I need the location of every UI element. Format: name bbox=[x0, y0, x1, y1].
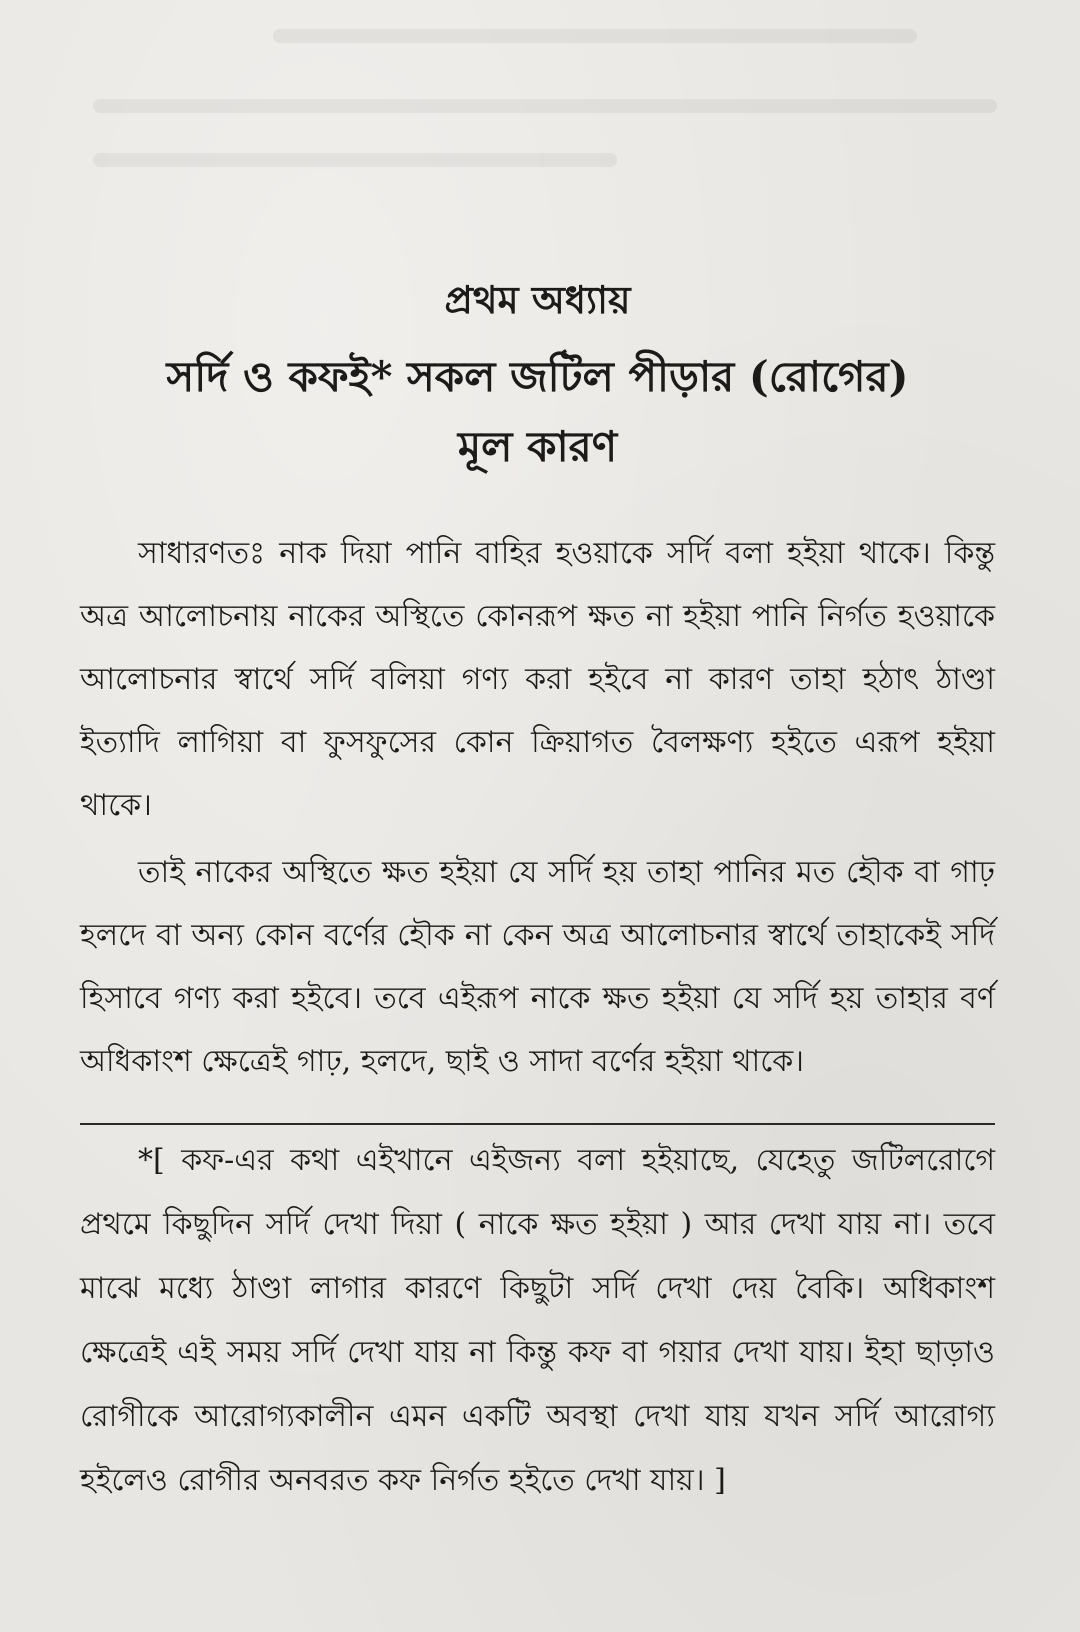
footnote: *[ কফ-এর কথা এইখানে এইজন্য বলা হইয়াছে, যেহেতু জটিলরোগে প্রথমে কিছুদিন সর্দি দেখা দিয়া ( নাকে ক্ষত হইয়া ) আর দেখা যায় না। তবে মাঝে মধ্যে ঠাণ্ডা লাগার কারণে কিছুটা সর্দি দেখা দেয় বৈকি। অধিকাংশ ক্ষেত্রেই এই সময় সর্দি দেখা যায় না কিন্তু কফ বা গয়ার দেখা যায়। ইহা ছাড়াও রোগীকে আরোগ্যকালীন এমন একটি অবস্থা দেখা যায় যখন সর্দি আরোগ্য হইলেও রোগীর অনবরত কফ নির্গত হইতে দেখা যায়। ] bbox=[80, 1143, 995, 1498]
chapter-title-line1: সর্দি ও কফই* সকল জটিল পীড়ার (রোগের) bbox=[166, 352, 909, 401]
chapter-title-line2: মূল কারণ bbox=[457, 422, 618, 471]
chapter-title bbox=[80, 342, 995, 482]
body-paragraph-1: সাধারণতঃ নাক দিয়া পানি বাহির হওয়াকে সর্দি বলা হইয়া থাকে। কিন্তু অত্র আলোচনায় নাকের অস্থিতে কোনরূপ ক্ষত না হইয়া পানি নির্গত হওয়াকে আলোচনার স্বার্থে সর্দি বলিয়া গণ্য করা হইবে না কারণ তাহা হঠাৎ ঠাণ্ডা ইত্যাদি লাগিয়া বা ফুসফুসের কোন ক্রিয়াগত বৈলক্ষণ্য হইতে এরূপ হইয়া থাকে। bbox=[80, 536, 995, 823]
footnote-divider bbox=[80, 1123, 995, 1125]
page-content bbox=[80, 270, 995, 1513]
body-paragraph-2: তাই নাকের অস্থিতে ক্ষত হইয়া যে সর্দি হয় তাহা পানির মত হৌক বা গাঢ় হলদে বা অন্য কোন বর্ণের হৌক না কেন অত্র আলোচনার স্বার্থে তাহাকেই সর্দি হিসাবে গণ্য করা হইবে। তবে এইরূপ নাকে ক্ষত হইয়া যে সর্দি হয় তাহার বর্ণ অধিকাংশ ক্ষেত্রেই গাঢ়, হলদে, ছাই ও সাদা বর্ণের হইয়া থাকে। bbox=[80, 855, 995, 1079]
bleed-through-lines bbox=[90, 10, 1020, 230]
bleed-through-texture bbox=[90, 10, 1020, 230]
chapter-heading: প্রথম অধ্যায় bbox=[444, 277, 631, 322]
